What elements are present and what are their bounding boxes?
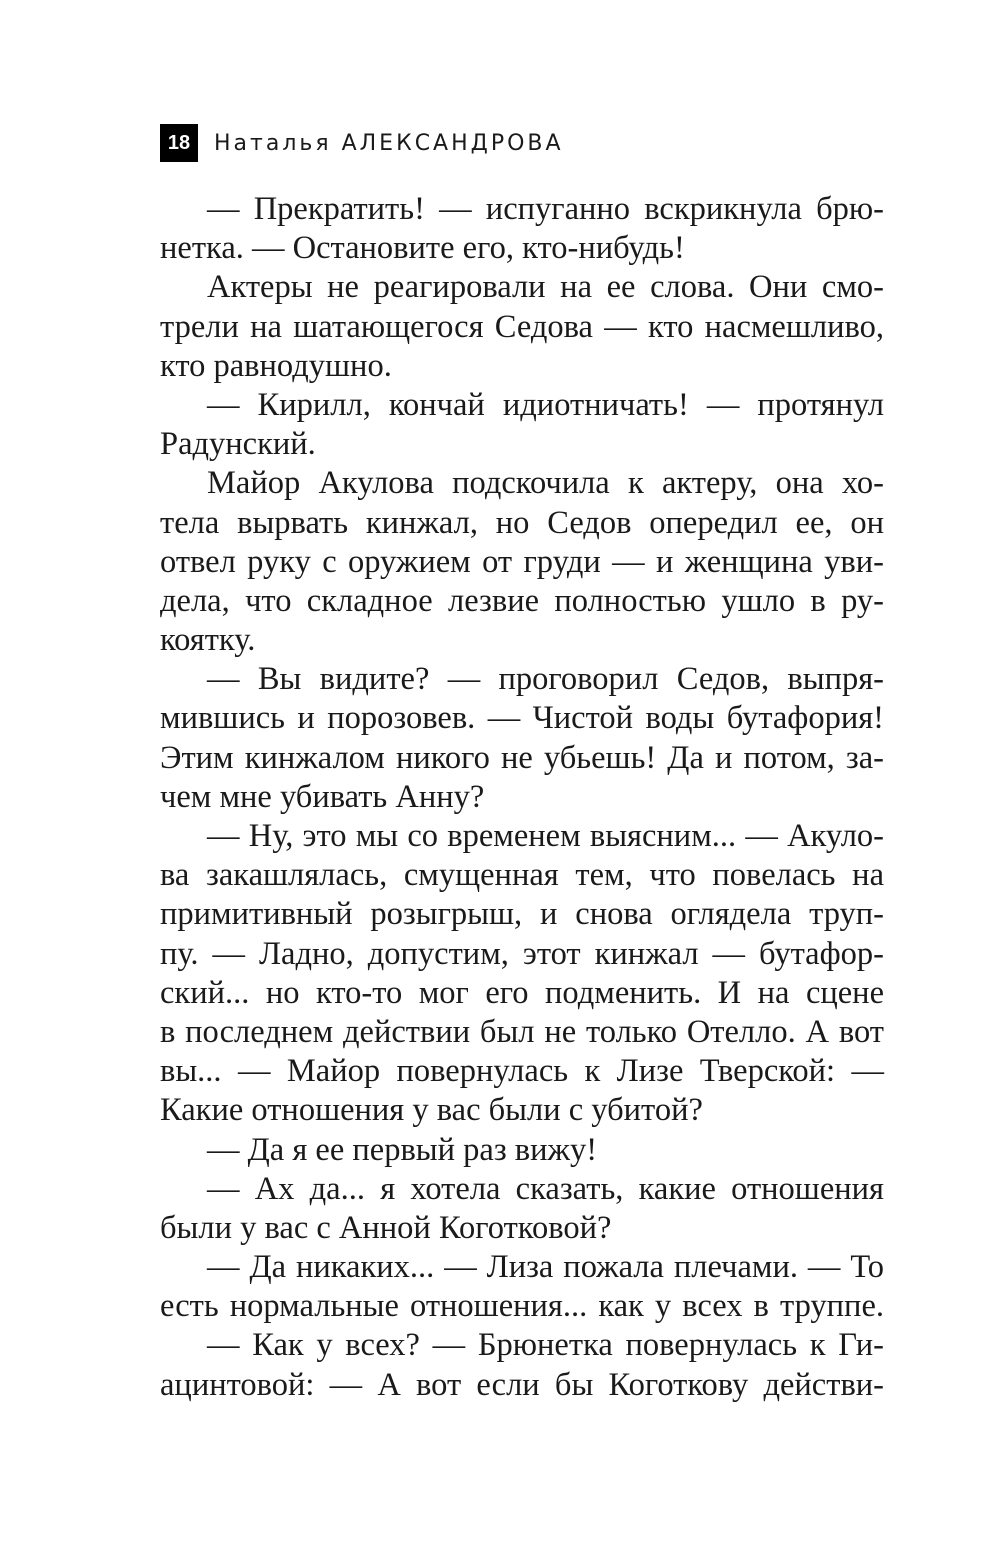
text-line: чем мне убивать Анну?	[160, 778, 485, 815]
text-line: — Вы видите? — проговорил Седов, выпря-	[207, 661, 884, 698]
text-line: пу. — Ладно, допустим, этот кинжал — бутафор-	[160, 935, 884, 972]
text-line: Какие отношения у вас были с убитой?	[160, 1092, 703, 1129]
running-header	[160, 124, 564, 162]
header-author: Наталья АЛЕКСАНДРОВА	[214, 130, 564, 156]
text-line: были у вас с Анной Коготковой?	[160, 1209, 612, 1246]
text-line: ва закашлялась, смущенная тем, что повелась на	[160, 857, 884, 894]
text-line: вы... — Майор повернулась к Лизе Тверской: —	[160, 1053, 884, 1090]
text-line: коятку.	[160, 622, 256, 659]
text-line: Майор Акулова подскочила к актеру, она хо-	[207, 465, 884, 502]
text-line: — Да я ее первый раз вижу!	[207, 1131, 598, 1168]
text-line: — Кирилл, кончай идиотничать! — протянул	[207, 386, 884, 423]
text-line: трели на шатающегося Седова — кто насмешливо,	[160, 308, 884, 345]
text-line: — Ну, это мы со временем выясним... — Акуло-	[207, 818, 884, 854]
text-line: дела, что складное лезвие полностью ушло в ру-	[160, 582, 884, 619]
text-line: Актеры не реагировали на ее слова. Они смо-	[207, 269, 884, 306]
text-line: ацинтовой: — А вот если бы Коготкову действи-	[160, 1366, 884, 1403]
text-line: — Да никаких... — Лиза пожала плечами. — То	[207, 1249, 884, 1286]
text-line: Этим кинжалом никого не убьешь! Да и потом, за-	[160, 739, 884, 776]
text-line: ский... но кто-то мог его подменить. И на сцене	[160, 974, 884, 1011]
text-line: нетка. — Остановите его, кто-нибудь!	[160, 230, 685, 267]
text-body	[160, 190, 884, 1405]
text-line: тела вырвать кинжал, но Седов опередил ее, он	[160, 504, 884, 541]
text-line: примитивный розыгрыш, и снова оглядела труп-	[160, 896, 884, 933]
text-line: отвел руку с оружием от груди — и женщина уви-	[160, 543, 884, 580]
text-line: есть нормальные отношения... как у всех в труппе.	[160, 1288, 884, 1325]
page-number: 18	[160, 124, 198, 162]
text-line: кто равнодушно.	[160, 347, 392, 384]
text-line: мившись и порозовев. — Чистой воды бутафория!	[160, 700, 884, 737]
text-line: в последнем действии был не только Отелло. А вот	[160, 1013, 884, 1050]
text-line: Радунский.	[160, 426, 316, 463]
text-line: — Прекратить! — испуганно вскрикнула брю-	[207, 191, 884, 227]
text-line: — Ах да... я хотела сказать, какие отношения	[207, 1170, 884, 1207]
text-line: — Как у всех? — Брюнетка повернулась к Ги-	[207, 1327, 884, 1364]
